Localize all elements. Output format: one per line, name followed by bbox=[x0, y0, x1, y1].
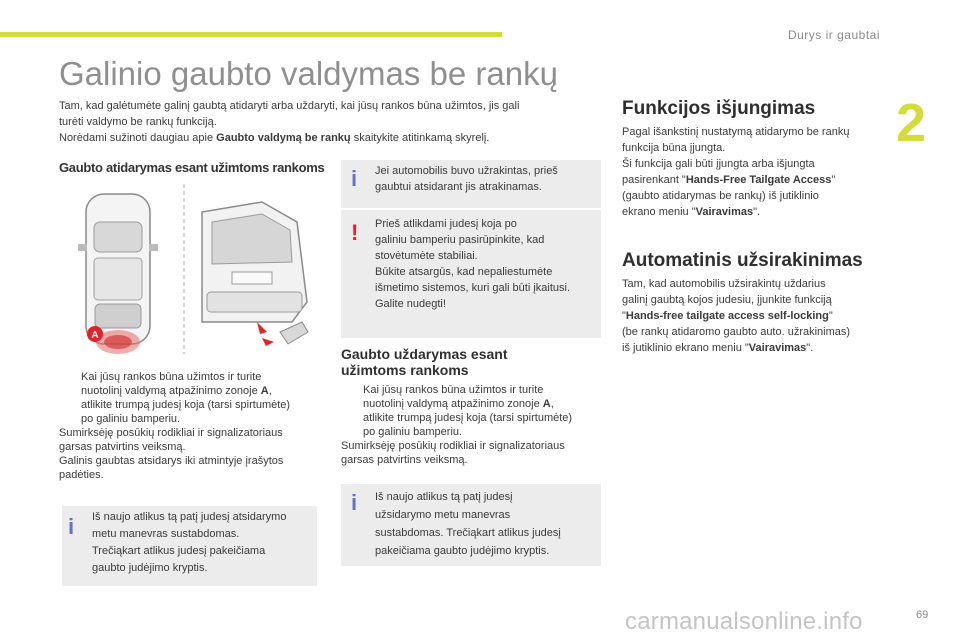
disable-heading: Funkcijos išjungimas bbox=[622, 98, 816, 119]
text: ekrano meniu " bbox=[622, 206, 696, 218]
bullet-item bbox=[59, 370, 321, 426]
menu-name: Vairavimas bbox=[748, 342, 807, 354]
page-number: 69 bbox=[916, 609, 929, 621]
car-top-view bbox=[78, 194, 158, 344]
text: iš jutiklinio ekrano meniu " bbox=[622, 342, 749, 354]
text-line: Tam, kad automobilis užsirakintų uždarius bbox=[622, 278, 826, 290]
warning-line: galiniu bamperiu pasirūpinkite, kad bbox=[375, 234, 545, 246]
bullet-line: nuotolinį valdymą atpažinimo zonoje A, bbox=[81, 385, 272, 397]
intro-paragraph bbox=[59, 98, 579, 146]
warning-text bbox=[375, 216, 570, 312]
info-text bbox=[92, 509, 286, 577]
opening-heading: Gaubto atidarymas esant užimtoms rankoms bbox=[59, 160, 325, 175]
info-line: gaubtui atsidarant jis atrakinamas. bbox=[375, 181, 542, 193]
zone-ref: A bbox=[260, 385, 269, 397]
warning-box bbox=[341, 210, 601, 338]
info-line: Iš naujo atlikus tą patį judesį bbox=[375, 491, 513, 503]
after-line: padėties. bbox=[59, 469, 104, 481]
bullet-text: nuotolinį valdymą atpažinimo zonoje bbox=[363, 398, 543, 410]
page-title: Galinio gaubto valdymas be rankų bbox=[59, 55, 558, 92]
watermark: carmanualsonline.info bbox=[625, 608, 863, 635]
closing-instructions bbox=[341, 383, 603, 467]
warning-line: išmetimo sistemos, kuri gali būti įkaitusi. bbox=[375, 282, 571, 294]
info-box-locked bbox=[341, 160, 601, 208]
info-line: Jei automobilis buvo užrakintas, prieš bbox=[375, 165, 558, 177]
zone-ref: A bbox=[542, 398, 551, 410]
info-line: pakeičiama gaubto judėjimo kryptis. bbox=[375, 545, 550, 557]
intro-bold: Gaubto valdymą be rankų bbox=[216, 132, 351, 144]
text-line: (be rankų atidaromo gaubto auto. užrakinimas) bbox=[622, 326, 851, 338]
text: " bbox=[828, 310, 833, 322]
setting-name: Hands-Free Tailgate Access bbox=[685, 174, 832, 186]
bullet-line: atlikite trumpą judesį koja (tarsi spirtumėte) bbox=[363, 412, 573, 424]
bullet-text: nuotolinį valdymą atpažinimo zonoje bbox=[81, 385, 261, 397]
after-line: Sumirksėję posūkių rodikliai ir signalizatoriaus bbox=[341, 440, 565, 452]
text: " bbox=[622, 310, 626, 322]
warning-icon: ! bbox=[351, 220, 359, 245]
closing-heading bbox=[341, 346, 508, 378]
autolock-paragraph bbox=[622, 276, 892, 356]
text-line bbox=[622, 340, 892, 356]
text-line bbox=[622, 204, 892, 220]
setting-name: Hands-free tailgate access self-locking bbox=[625, 310, 829, 322]
section-header: Durys ir gaubtai bbox=[787, 28, 880, 42]
info-text bbox=[375, 163, 558, 195]
bullet-line: atlikite trumpą judesį koja (tarsi spirtumėte) bbox=[81, 399, 291, 411]
text: " bbox=[831, 174, 836, 186]
intro-text: Norėdami sužinoti daugiau apie bbox=[59, 132, 217, 144]
text-line bbox=[622, 308, 892, 324]
info-text bbox=[375, 488, 561, 560]
info-box-opening bbox=[62, 506, 317, 586]
bullet-line: po galiniu bamperiu. bbox=[81, 413, 181, 425]
top-accent-bar bbox=[0, 32, 502, 37]
bullet-line: po galiniu bamperiu. bbox=[363, 426, 463, 438]
info-icon: i bbox=[351, 490, 358, 515]
after-line: garsas patvirtins veiksmą. bbox=[59, 441, 186, 453]
text-line: galinį gaubtą kojos judesiu, įjunkite funkciją bbox=[622, 294, 832, 306]
foot-kick bbox=[257, 322, 308, 346]
text-line: funkcija būna įjungta. bbox=[622, 142, 726, 154]
text: ". bbox=[753, 206, 761, 218]
zone-marker-label: A bbox=[91, 330, 99, 341]
bullet-line: nuotolinį valdymą atpažinimo zonoje A, bbox=[363, 398, 554, 410]
text-line: Pagal išankstinį nustatymą atidarymo be rankų bbox=[622, 126, 850, 138]
info-line: Iš naujo atlikus tą patį judesį atsidarymo bbox=[92, 511, 287, 523]
warning-line: Prieš atlikdami judesį koja po bbox=[375, 218, 517, 230]
car-rear-view bbox=[202, 202, 307, 322]
text: ". bbox=[806, 342, 814, 354]
intro-line: Tam, kad galėtumėte galinį gaubtą atidaryti arba uždaryti, kai jūsų rankos būna užimtos, jis gali bbox=[59, 100, 520, 112]
info-line: metu manevras sustabdomas. bbox=[92, 528, 240, 540]
bullet-line: Kai jūsų rankos būna užimtos ir turite bbox=[81, 371, 262, 383]
text-line: Ši funkcija gali būti įjungta arba išjungta bbox=[622, 158, 815, 170]
closing-heading-line: Gaubto uždarymas esant bbox=[341, 346, 508, 362]
warning-line: stovėtumėte stabiliai. bbox=[375, 250, 478, 262]
warning-line: Galite nudegti! bbox=[375, 298, 446, 310]
menu-name: Vairavimas bbox=[695, 206, 754, 218]
after-line: Galinis gaubtas atsidarys iki atmintyje įrašytos bbox=[59, 455, 284, 467]
info-line: užsidarymo metu manevras bbox=[375, 509, 511, 521]
bullet-line: Kai jūsų rankos būna užimtos ir turite bbox=[363, 384, 544, 396]
intro-text: skaitykite atitinkamą skyrelį. bbox=[350, 132, 490, 144]
car-illustration bbox=[62, 182, 312, 357]
info-box-closing bbox=[341, 484, 601, 566]
closing-heading-line: užimtoms rankoms bbox=[341, 362, 469, 378]
autolock-heading: Automatinis užsirakinimas bbox=[622, 250, 863, 271]
info-line: Trečiąkart atlikus judesį pakeičiama bbox=[92, 545, 266, 557]
disable-paragraph bbox=[622, 124, 892, 220]
after-line: Sumirksėję posūkių rodikliai ir signalizatoriaus bbox=[59, 427, 283, 439]
text-line bbox=[622, 172, 892, 188]
bullet-item bbox=[341, 383, 603, 439]
text-line: (gaubto atidarymas be rankų) iš jutiklinio bbox=[622, 190, 819, 202]
chapter-number: 2 bbox=[896, 93, 927, 153]
after-line: garsas patvirtins veiksmą. bbox=[341, 454, 468, 466]
text: pasirenkant " bbox=[622, 174, 686, 186]
opening-instructions bbox=[59, 370, 321, 482]
intro-line: turėti valdymo be rankų funkciją. bbox=[59, 116, 217, 128]
warning-line: Būkite atsargūs, kad nepaliestumėte bbox=[375, 266, 553, 278]
info-line: gaubto judėjimo kryptis. bbox=[92, 562, 208, 574]
intro-line bbox=[59, 130, 579, 146]
info-line: sustabdomas. Trečiąkart atlikus judesį bbox=[375, 527, 561, 539]
info-icon: i bbox=[351, 166, 358, 191]
info-icon: i bbox=[68, 514, 75, 539]
